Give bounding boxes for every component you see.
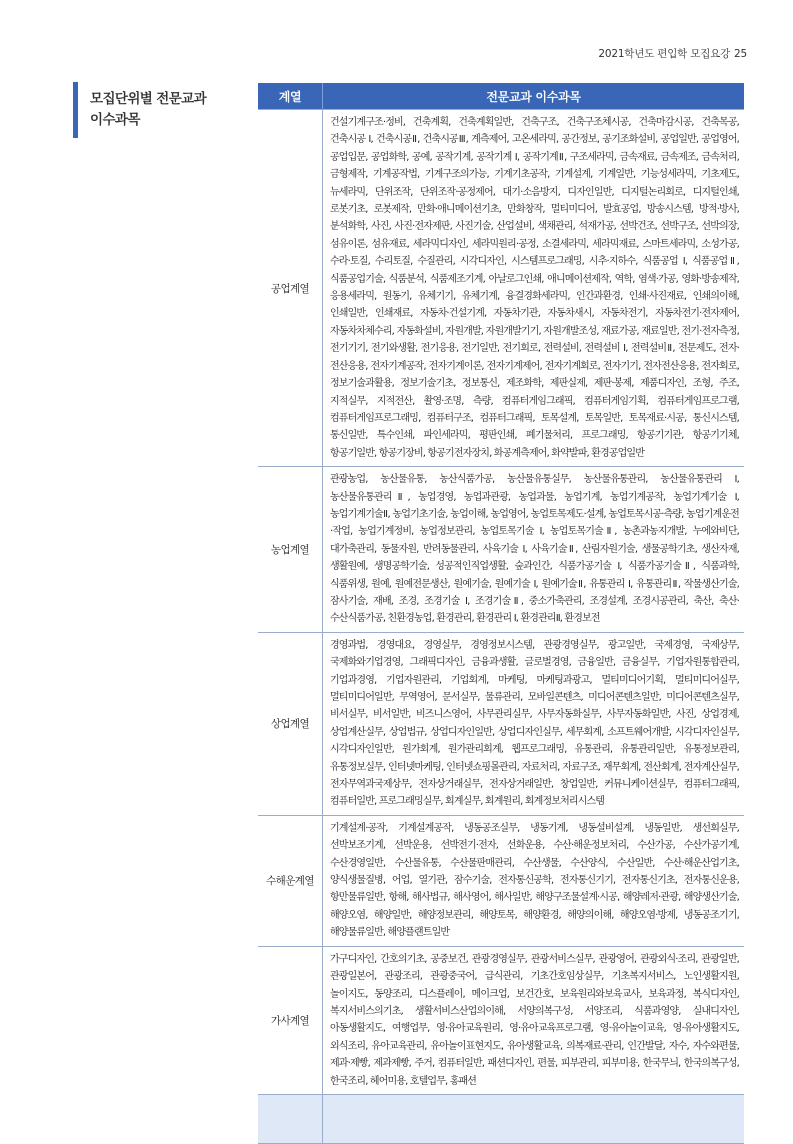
subjects-cell: 기계설계·공작, 기계설계공작, 냉동공조실무, 냉동기계, 냉동설비설계, 냉동일반, 생선회실무, 선박보조기계, 선박운용, 선박전기·전자, 선화운용, 수산·해운정보처리, 수산가공, 수산가공기계, 수산경영일반, 수산물유통, 수산물판매관리, 수산생물, 수산양식, 수산일반, 수산·해운산업기초, 양식생물질병, 어업, 열기관, 잠수기술, 전자통신공학, 전자통신기기, 전자통신기초, 전자통신운용, 항만물류일반, 항해, 해사법규, 해사영어, 해사일반, 해양구조물설계·시공, 해양레저·관광, 해양생산기술, 해양오염, 해양일반, 해양정보관리, 해양토목, 해양환경, 해양의이해, 해양오염·방제, 냉동공조기기, 해양물류일반, 해양플랜트일반 [323,815,745,946]
table-row [258,467,744,633]
table-row [258,946,744,1094]
subjects-cell: 가구디자인, 간호의기초, 공중보건, 관광경영실무, 관광서비스실무, 관광영어, 관광외식·조리, 관광일반, 관광일본어, 관광조리, 관광중국어, 급식관리, 기초간호임상실무, 기초복지서비스, 노인생활지원, 놀이지도, 동양조리, 디스플레이, 메이크업, 보건간호, 보육원리와보육교사, 보육과정, 복식디자인, 복지서비스의기초, 생활서비스산업의이해, 서양의복구성, 서양조리, 식품과영양, 실내디자인, 아동생활지도, 여행업무, 영·유아교육원리, 영·유아교육프로그램, 영·유아놀이교육, 영·유아생활지도, 외식조리, 유아교육관리, 유아놀이표현지도, 유아생활교육, 의복재료·관리, 인간발달, 자수, 자수와편물, 제과·제빵, 제과제빵, 주거, 컴퓨터일반, 패션디자인, 편물, 피부관리, 피부미용, 한국무늬, 한국의복구성, 한국조리, 헤어미용, 호텔업무, 홍패션 [323,946,745,1094]
blank-subjects-cell [323,1094,745,1143]
category-cell: 수해운계열 [258,815,323,946]
category-cell: 농업계열 [258,467,323,633]
subjects-cell: 경영과법, 경영대요, 경영실무, 경영정보시스템, 관광경영실무, 광고일반, 국제경영, 국제상무, 국제화와기업경영, 그래픽디자인, 금융과생활, 글로벌경영, 금융일반, 금융실무, 기업자원통합관리, 기업과경영, 기업자원관리, 기업회계, 마케팅, 마케팅과광고, 멀티미디어기획, 멀티미디어실무, 멀티미디어일반, 무역영어, 문서실무, 물류관리, 모바일콘텐츠, 미디어콘텐츠일반, 미디어콘텐츠실무, 비서실무, 비서일반, 비즈니스영어, 사무관리실무, 사무자동화실무, 사무자동화일반, 사진, 상업경제, 상업계산실무, 상업법규, 상업디자인일반, 상업디자인실무, 세무회계, 소프트웨어개발, 시각디자인실무, 시각디자인일반, 원가회계, 원가관리회계, 웹프로그래밍, 유통관리, 유통관리일반, 유통정보관리, 유통정보실무, 인터넷마케팅, 인터넷쇼핑몰관리, 자료처리, 자료구조, 재무회계, 전산회계, 전자계산실무, 전자무역과국제상무, 전자상거래실무, 전자상거래일반, 창업일반, 커뮤니케이션실무, 컴퓨터그래픽, 컴퓨터일반, 프로그래밍실무, 회계실무, 회계원리, 회계정보처리시스템 [323,632,745,815]
table-row [258,110,744,467]
blank-category-cell [258,1094,323,1143]
blank-row [258,1094,744,1143]
subjects-cell: 관광농업, 농산물유통, 농산식품가공, 농산물유통실무, 농산물유통관리, 농산물유통관리 I, 농산물유통관리Ⅱ, 농업경영, 농업과관광, 농업과물, 농업기계, 농업기계공작, 농업기계기술 I, 농업기계기술Ⅱ, 농업기초기술, 농업이해, 농업영어, 농업토목제도·설계, 농업토목시공·측량, 농업기계운전·작업, 농업기계정비, 농업정보관리, 농업토목기술 I, 농업토목기술Ⅱ, 농촌과농지개발, 누에와비단, 대가축관리, 동물자원, 반려동물관리, 사육기술 I, 사육기술Ⅱ, 산림자원기술, 생물공학기초, 생산자재, 생활원예, 생명공학기술, 성공적인직업생활, 숲과인간, 식품가공기술 I, 식품가공기술Ⅱ, 식품과학, 식품위생, 원예, 원예전문생산, 원예기술, 원예기술 I, 원예기술Ⅱ, 유통관리 I, 유통관리Ⅱ, 작물생산기술, 잠사기술, 재배, 조경, 조경기술 I, 조경기술Ⅱ, 중소가축관리, 조경설계, 조경시공관리, 축산, 축산·수산식품가공, 친환경농업, 환경관리, 환경관리 I, 환경관리Ⅱ, 환경보전 [323,467,745,633]
column-header-category: 계열 [258,83,323,110]
category-cell: 공업계열 [258,110,323,467]
section-title [73,82,245,138]
category-cell: 가사계열 [258,946,323,1094]
table-row [258,815,744,946]
section-title-line2: 이수과목 [90,112,140,128]
page-header [598,46,747,61]
subjects-cell: 건설기계구조·정비, 건축계획, 건축계획일반, 건축구조, 건축구조체시공, 건축마감시공, 건축목공, 건축시공 I, 건축시공Ⅱ, 건축시공Ⅲ, 계측제어, 고온세라믹, 공간정보, 공기조화설비, 공업일반, 공업영어, 공업입문, 공업화학, 공예, 공작기계, 공작기계 I, 공작기계Ⅱ, 구조세라믹, 금속재료, 금속제조, 금속처리, 금형제작, 기계공작법, 기계구조의가능, 기계기초공작, 기계설계, 기계일반, 기능성세라믹, 기초제도, 뉴세라믹, 단위조작, 단위조작·공정제어, 대기·소음방지, 디자인일반, 디지털논리회로, 디지털인쇄, 로봇기초, 로봇제작, 만화·애니메이션기초, 만화창작, 멀티미디어, 발효공업, 방송시스템, 방적·방사, 분석화학, 사진, 사진·전자제판, 사진기술, 산업설비, 색채관리, 석재가공, 선박건조, 선박구조, 선박의장, 섬유이론, 섬유재료, 세라믹디자인, 세라믹원리·공정, 소결세라믹, 세라믹재료, 스마트세라믹, 소성가공, 수라·토질, 수리토질, 수질관리, 시각디자인, 시스템프로그래밍, 시추·지하수, 식품공업 I, 식품공업Ⅱ, 식품공업기술, 식품분석, 식품제조기계, 아날로그인쇄, 애니메이션제작, 역학, 염색·가공, 영화·방송제작, 응용세라믹, 원동기, 유체기기, 유체기계, 융결경화세라믹, 인간과환경, 인쇄·사진재료, 인쇄의이해, 인쇄일반, 인쇄재료, 자동차·건설기계, 자동차기관, 자동차새시, 자동차전기, 자동차전기·전자제어, 자동차차체수리, 자동화설비, 자원개발, 자원개발기기, 자원개발조성, 재료가공, 재료일반, 전기·전자측정, 전기기기, 전기와생활, 전기응용, 전기일반, 전기회로, 전력설비, 전력설비 I, 전력설비Ⅱ, 전문제도, 전자·전산응용, 전자기계공작, 전자기계이론, 전자기계제어, 전자기계회로, 전자기기, 전자전산응용, 전자회로, 정보기술과활용, 정보기술기초, 정보통신, 제조화학, 제판실제, 제판·봉제, 제품디자인, 조형, 주조, 지적실무, 지적전산, 촬영·조명, 측량, 컴퓨터게임그래픽, 컴퓨터게임기획, 컴퓨터게임프로그램, 컴퓨터게임프로그래밍, 컴퓨터구조, 컴퓨터그래픽, 토목설계, 토목일반, 토목재료·시공, 통신시스템, 통신일반, 특수인쇄, 파인세라믹, 평판인쇄, 폐기물처리, 프로그래밍, 항공기기관, 항공기기체, 항공기일반, 항공기장비, 항공기전자장치, 화공계측제어, 화약발파, 환경공업일반 [323,110,745,467]
category-cell: 상업계열 [258,632,323,815]
page-number: 25 [734,48,747,60]
header-text: 2021학년도 편입학 모집요강 [598,48,731,60]
column-header-subjects: 전문교과 이수과목 [323,83,745,110]
section-title-line1: 모집단위별 전문교과 [90,91,207,107]
table-header-row [258,83,744,110]
table-row [258,632,744,815]
subjects-table [258,83,744,1144]
